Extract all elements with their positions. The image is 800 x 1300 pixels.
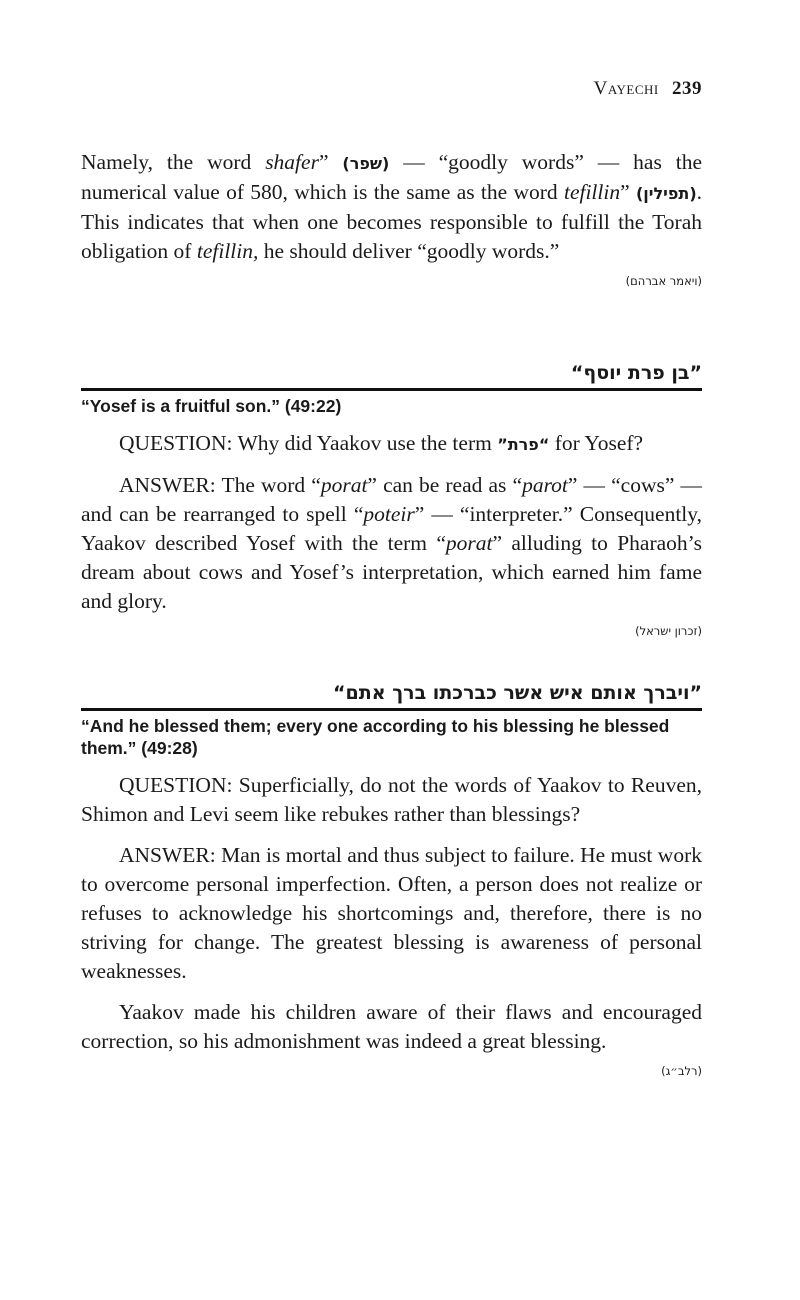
running-head bbox=[594, 78, 702, 100]
answer-paragraph: Yaakov made his children aware of their flaws and encouraged correction, so his admonishment was indeed a great blessing. bbox=[81, 1000, 702, 1053]
section-heading-english: “And he blessed them; every one according to his blessing he blessed them.” (49:28) bbox=[81, 716, 670, 758]
source-citation: (ויאמר אברהם) bbox=[625, 274, 702, 288]
running-title: Vayechi bbox=[593, 78, 659, 99]
question-paragraph: QUESTION: Superficially, do not the words of Yaakov to Reuven, Shimon and Levi seem like rebukes rather than blessings? bbox=[81, 773, 702, 826]
answer-paragraph: ANSWER: Man is mortal and thus subject to failure. He must work to overcome personal imperfection. Often, a person does not realize or refuses to acknowledge his shortcomings and, therefore, there is no striving for change. The greatest blessing is awareness of personal weaknesses. bbox=[81, 843, 702, 983]
intro-paragraph: Namely, the word shafer” (שפר) — “goodly words” — has the numerical value of 580, which is the same as the word tefillin” (תפילין). This indicates that when one becomes responsible to fulfill the Torah obligation of tefillin, he should deliver “goodly words.” bbox=[81, 150, 702, 263]
section-heading-hebrew: ”ויברך אותם איש אשר כברכתו ברך אתם“ bbox=[333, 682, 702, 704]
heading-rule bbox=[81, 388, 702, 391]
answer-paragraph: ANSWER: The word “porat” can be read as “parot” — “cows” — and can be rearranged to spell “poteir” — “interpreter.” Consequently, Yaakov described Yosef with the term “porat” alluding to Pharaoh’s dream about cows and Yosef’s interpretation, which earned him fame and glory. bbox=[81, 473, 702, 613]
source-citation: (רלב״ג) bbox=[661, 1064, 702, 1078]
heading-rule bbox=[81, 708, 702, 711]
section-blessing bbox=[81, 682, 702, 1078]
section-heading-hebrew: ”בן פרת יוסף“ bbox=[570, 362, 702, 384]
intro-passage bbox=[81, 148, 702, 288]
section-heading-english: “Yosef is a fruitful son.” (49:22) bbox=[81, 396, 342, 416]
section-yosef bbox=[81, 362, 702, 638]
source-citation: (זכרון ישראל) bbox=[635, 624, 702, 638]
page-number: 239 bbox=[672, 78, 702, 99]
question-paragraph: QUESTION: Why did Yaakov use the term ”פרת“ for Yosef? bbox=[119, 431, 644, 455]
book-page bbox=[81, 0, 702, 1300]
